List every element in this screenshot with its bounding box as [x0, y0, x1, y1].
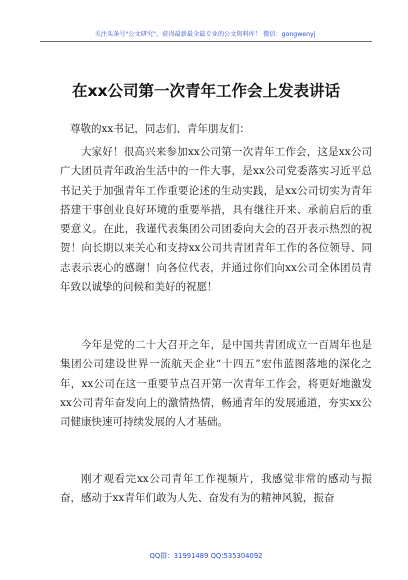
paragraph-context: 今年是党的二十大召开之年，是中国共青团成立一百周年也是集团公司建设世界一流航天企业“十四五”宏伟蓝图落地的深化之年，xx公司在这一重要节点召开第一次青年工作会，将更好地激发xx公司青年奋发向上的激情热情，畅通青年的发展通道，夯实xx公司健康快速可持续发展的人才基础。	[60, 339, 372, 429]
header-divider	[40, 41, 372, 42]
footer-contact: QQ群：31991489 QQ:535304092	[149, 552, 263, 560]
document-title: 在xx公司第一次青年工作会上发表讲话	[72, 82, 340, 100]
header-promo: 关注头条号"公文研究"，获得最新最全最专业的公文资料库！ 微信：gongwenyj	[94, 31, 316, 38]
paragraph-video: 刚才观看完xx公司青年工作视频片，我感觉非常的感动与振奋，感动于xx青年们敢为人先、奋发有为的精神风貌，振奋	[60, 473, 372, 505]
paragraph-opening: 大家好！很高兴来参加xx公司第一次青年工作会，这是xx公司广大团员青年政治生活中的一件大事，是xx公司党委落实习近平总书记关于加强青年工作重要论述的生动实践，是xx公司切实为青年搭建干事创业良好环境的重要举措，具有继往开来、承前启后的重要意义。在此，我谨代表集团公司团委向大会的召开表示热烈的祝贺！向长期以来关心和支持xx公司共青团青年工作的各位领导、同志表示衷心的感谢！向各位代表，并通过你们向xx公司全体团员青年致以诚挚的问候和美好的祝愿！	[60, 146, 372, 294]
salutation: 尊敬的xx书记，同志们、青年朋友们：	[70, 123, 250, 135]
